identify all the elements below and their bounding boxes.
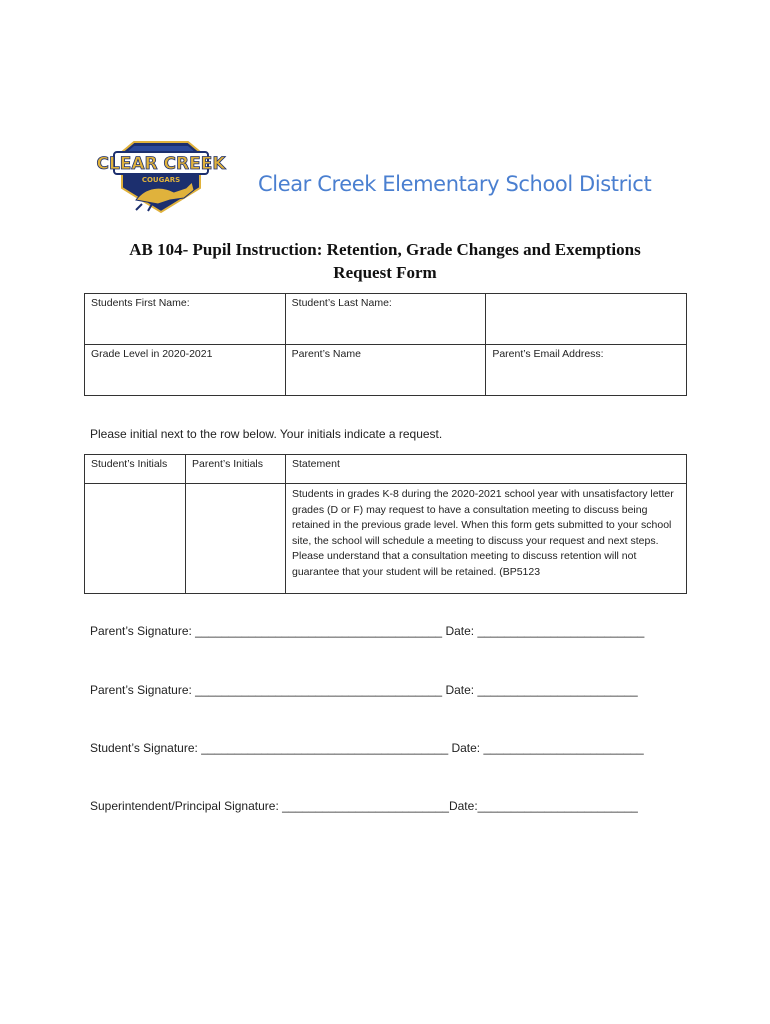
form-title xyxy=(84,238,686,284)
parent-name-label: Parent’s Name xyxy=(291,348,361,360)
form-title-line2: Request Form xyxy=(333,263,437,282)
statement-header: Statement xyxy=(286,455,687,484)
district-name: Clear Creek Elementary School District xyxy=(258,172,652,196)
grade-level-label: Grade Level in 2020-2021 xyxy=(91,348,213,360)
svg-text:COUGARS: COUGARS xyxy=(141,176,181,184)
last-name-cell[interactable] xyxy=(285,294,486,345)
parent-name-cell[interactable] xyxy=(285,345,486,396)
blank-cell[interactable] xyxy=(486,294,687,345)
parent-email-cell[interactable] xyxy=(486,345,687,396)
initials-table xyxy=(84,454,687,594)
parent-initials-field[interactable] xyxy=(186,484,286,594)
parent-email-label: Parent’s Email Address: xyxy=(492,348,604,360)
last-name-label: Student’s Last Name: xyxy=(291,297,392,309)
first-name-cell[interactable] xyxy=(85,294,286,345)
principal-signature-line[interactable]: Superintendent/Principal Signature: _________________________Date:________________________ xyxy=(90,799,638,813)
parent-signature-line-2[interactable]: Parent’s Signature: _____________________________________ Date: ________________________ xyxy=(90,683,638,697)
svg-text:CLEAR CREEK: CLEAR CREEK xyxy=(96,154,226,174)
student-signature-line[interactable]: Student’s Signature: _____________________________________ Date: ________________________ xyxy=(90,741,644,755)
first-name-label: Students First Name: xyxy=(91,297,190,309)
form-title-line1: AB 104- Pupil Instruction: Retention, Grade Changes and Exemptions xyxy=(129,240,641,259)
student-initials-field[interactable] xyxy=(85,484,186,594)
initials-instruction: Please initial next to the row below. Your initials indicate a request. xyxy=(90,427,443,441)
grade-level-cell[interactable] xyxy=(85,345,286,396)
statement-text: Students in grades K-8 during the 2020-2021 school year with unsatisfactory letter grades (D or F) may request to have a consultation meeting to discuss being retained in the previous grade level. When this form gets submitted to your school site, the school will schedule a meeting to discuss your request and next steps. Please understand that a consultation meeting to discuss retention will not guarantee that your student will be retained. (BP5123 xyxy=(286,484,687,594)
parent-initials-header: Parent’s Initials xyxy=(186,455,286,484)
parent-signature-line-1[interactable]: Parent’s Signature: _____________________________________ Date: _________________________ xyxy=(90,624,645,638)
student-initials-header: Student’s Initials xyxy=(85,455,186,484)
student-info-table xyxy=(84,293,687,396)
district-logo xyxy=(96,138,226,214)
